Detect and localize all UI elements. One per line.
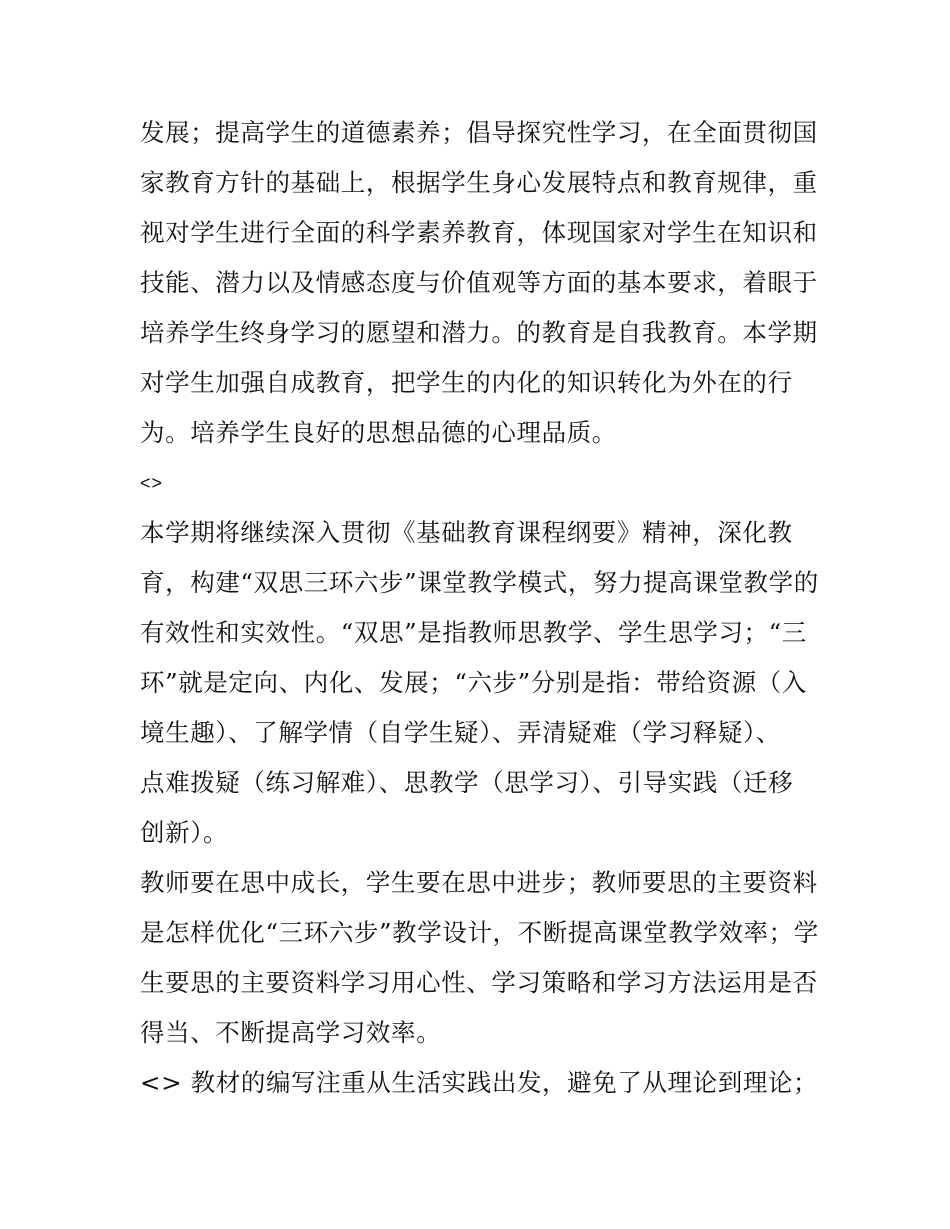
text-line-5: 培养学生终身学习的愿望和潜力。的教育是自我教育。本学期 <box>140 318 818 347</box>
text-line-3: 视对学生进行全面的科学素养教育，体现国家对学生在知识和 <box>140 218 818 247</box>
text-line-16: 教师要在思中成长，学生要在思中进步；教师要思的主要资料 <box>140 868 818 897</box>
text-line-19: 得当、不断提高学习效率。 <box>140 1018 442 1047</box>
text-line-7: 为。培养学生良好的思想品德的心理品质。 <box>140 418 617 447</box>
text-line-12: 环”就是定向、内化、发展；“六步”分别是指：带给资源（入 <box>140 668 807 697</box>
text-line-10: 育，构建“双思三环六步”课堂教学模式，努力提高课堂教学的 <box>140 568 819 597</box>
text-line-2: 家教育方针的基础上，根据学生身心发展特点和教育规律，重 <box>140 168 818 197</box>
text-line-4: 技能、潜力以及情感态度与价值观等方面的基本要求，着眼于 <box>140 268 818 297</box>
text-line-14: 点难拨疑（练习解难）、思教学（思学习）、引导实践（迁移 <box>140 768 794 797</box>
text-line-6: 对学生加强自成教育，把学生的内化的知识转化为外在的行 <box>140 368 793 397</box>
text-line-11: 有效性和实效性。“双思”是指教师思教学、学生思学习；“三 <box>140 618 807 647</box>
text-line-13: 境生趣）、了解学情（自学生疑）、弄清疑难（学习释疑）、 <box>140 718 781 747</box>
text-line-17: 是怎样优化“三环六步”教学设计，不断提高课堂教学效率；学 <box>140 918 819 947</box>
text-line-15: 创新）。 <box>140 818 229 847</box>
text-line-9: 本学期将继续深入贯彻《基础教育课程纲要》精神，深化教 <box>140 518 793 547</box>
text-line-18: 生要思的主要资料学习用心性、学习策略和学习方法运用是否 <box>140 968 818 997</box>
section-marker: <> <box>140 473 164 493</box>
text-line-20: <> 教材的编写注重从生活实践出发，避免了从理论到理论； <box>140 1068 819 1097</box>
text-line-1: 发展；提高学生的道德素养；倡导探究性学习，在全面贯彻国 <box>140 118 818 147</box>
document-body <box>140 108 820 1108</box>
